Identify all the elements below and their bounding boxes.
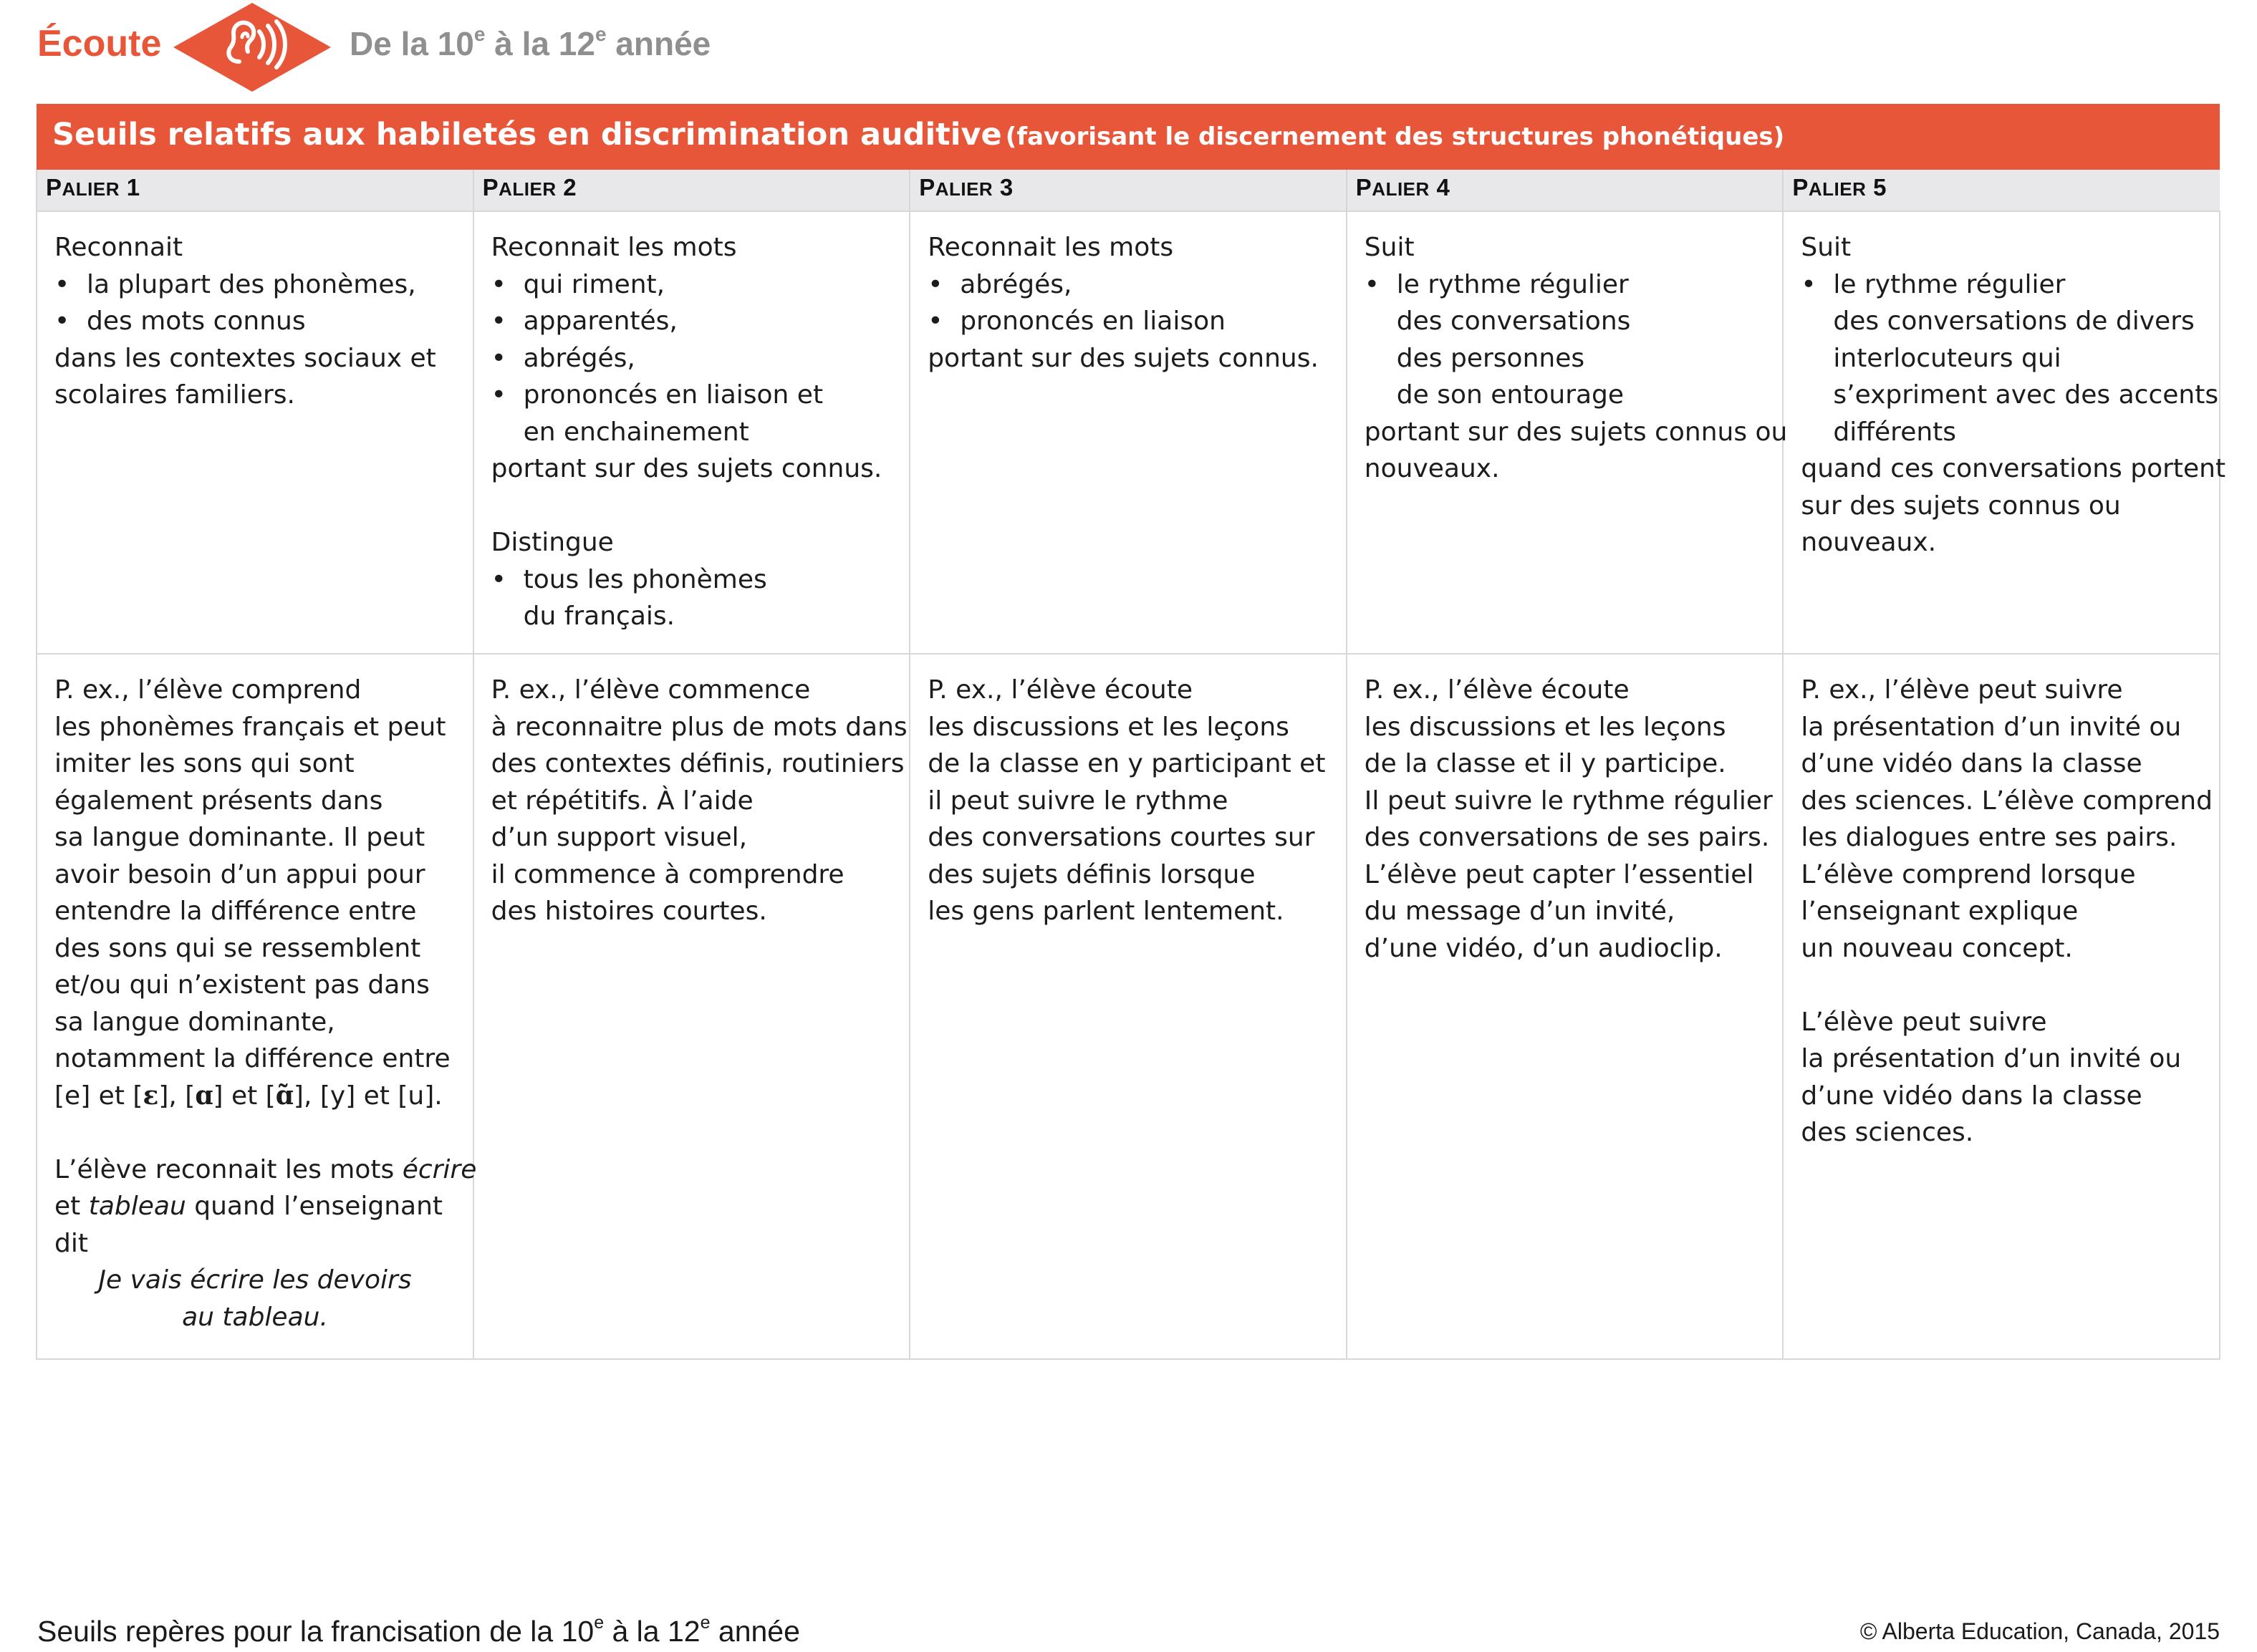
phonetic-examples: [e] et [ɛ], [ɑ] et [ɑ̃], [y] et [u]. (54, 1080, 443, 1111)
example-cell-palier-3: P. ex., l’élève écoute les discussions et les leçons de la classe en y participant et il peut suivre le rythme des conversations courtes sur des sujets définis lorsque les gens parlent lentement. (910, 654, 1347, 1359)
threshold-cell-palier-4: Suit • le rythme régulier des conversations des personnes de son entourage portant sur des sujets connus ou nouveaux. (1347, 211, 1784, 654)
footer-copyright: © Alberta Education, Canada, 2015 (1859, 1618, 2220, 1644)
list-item: • abrégés, (491, 340, 894, 377)
column-header-palier-5: PALIER 5 (1783, 170, 2220, 211)
footer-document-title: Seuils repères pour la francisation de la 10e à la 12e année (37, 1613, 800, 1648)
quote-line: au tableau. (182, 1302, 328, 1332)
table-title (37, 104, 2220, 170)
example-cell-palier-5: P. ex., l’élève peut suivre la présentation d’un invité ou d’une vidéo dans la classe des sciences. L’élève comprend les dialogues entre ses pairs. L’élève comprend lorsque l’enseignant explique un nouveau concept. L’élève peut suivre la présentation d’un invité ou d’une vidéo dans la classe des sciences. (1783, 654, 2220, 1359)
list-item: • prononcés en liaison (928, 303, 1330, 340)
list-item: • des mots connus (54, 303, 457, 340)
table-title-row (37, 104, 2220, 170)
list-item: • la plupart des phonèmes, (54, 266, 457, 304)
thresholds-table (36, 104, 2226, 1360)
table-title-subtitle: (favorisant le discernement des structures phonétiques) (1005, 122, 1785, 151)
column-header-palier-1: PALIER 1 (37, 170, 473, 211)
list-item: • prononcés en liaison et (491, 377, 894, 414)
list-item: • abrégés, (928, 266, 1330, 304)
example-cell-palier-4: P. ex., l’élève écoute les discussions et les leçons de la classe et il y participe. Il peut suivre le rythme régulier des conversations de ses pairs. L’élève peut capter l’essentiel du message d’un invité, d’une vidéo, d’un audioclip. (1347, 654, 1784, 1359)
threshold-cell-palier-2: Reconnait les mots • qui riment, • apparentés, • abrégés, • prononcés en liaison et en enchainement portant sur des sujets connus. Distingue • tous les phonèmes du français. (473, 211, 910, 654)
list-item: • tous les phonèmes (491, 561, 894, 599)
table-title-main: Seuils relatifs aux habiletés en discrimination auditive (52, 117, 1002, 153)
column-header-palier-2: PALIER 2 (473, 170, 910, 211)
list-item: • qui riment, (491, 266, 894, 304)
examples-row (37, 654, 2220, 1359)
section-label: Écoute (37, 23, 162, 64)
threshold-cell-palier-5: Suit • le rythme régulier des conversations de divers interlocuteurs qui s’expriment avec des accents différents quand ces conversations portent sur des sujets connus ou nouveaux. (1783, 211, 2220, 654)
threshold-cell-palier-1: Reconnait • la plupart des phonèmes, • des mots connus dans les contextes sociaux et scolaires familiers. (37, 211, 473, 654)
column-header-row (37, 170, 2220, 211)
quote-line: Je vais écrire les devoirs (98, 1265, 412, 1295)
column-header-palier-4: PALIER 4 (1347, 170, 1784, 211)
example-cell-palier-2: P. ex., l’élève commence à reconnaitre plus de mots dans des contextes définis, routiniers et répétitifs. À l’aide d’un support visuel, il commence à comprendre des histoires courtes. (473, 654, 910, 1359)
threshold-cell-palier-3: Reconnait les mots • abrégés, • prononcés en liaison portant sur des sujets connus. (910, 211, 1347, 654)
thresholds-row (37, 211, 2220, 654)
list-item: • le rythme régulier (1365, 266, 1767, 304)
list-item: • le rythme régulier (1801, 266, 2203, 304)
list-item: • apparentés, (491, 303, 894, 340)
grade-range: De la 10e à la 12e année (350, 23, 711, 62)
example-cell-palier-1: P. ex., l’élève comprend les phonèmes français et peut imiter les sons qui sont également présents dans sa langue dominante. Il peut avoir besoin d’un appui pour entendre la différence entre des sons qui se ressemblent et/ou qui n’existent pas dans sa langue dominante, notamment la différence entre [e] et [ɛ], [ɑ] et [ɑ̃], [y] et [u]. L’élève reconnait les mots écrire et tableau quand l’enseignant dit Je vais écrire les devoirs au tableau. (37, 654, 473, 1359)
column-header-palier-3: PALIER 3 (910, 170, 1347, 211)
ear-sound-icon (173, 3, 331, 92)
